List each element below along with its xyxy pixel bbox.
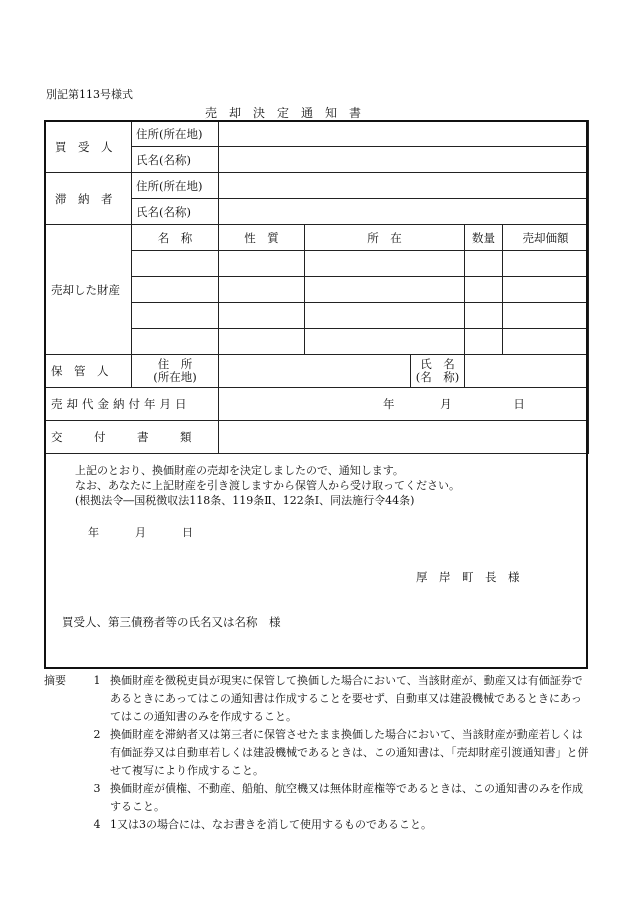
buyer-label: 買 受 人 <box>55 139 113 154</box>
property-label: 売却した財産 <box>45 225 132 355</box>
custodian-address-label: 住 所 <box>157 357 193 371</box>
notice-line-1: 上記のとおり、換価財産の売却を決定しましたので、通知します。 <box>75 464 404 477</box>
form-number: 別記第113号様式 <box>46 88 133 101</box>
notes-label: 摘要 <box>44 674 66 687</box>
note-number: 4 <box>93 818 101 831</box>
property-header-name: 名 称 <box>132 225 219 251</box>
note-text: 換価財産を滞納者又は第三者に保管させたまま換価した場合において、当該財産が動産若しくは有価証券又は自動車若しくは建設機械であるときは、この通知書は、「売却財産引渡通知書」と併せて複写により作成すること。 <box>110 728 589 777</box>
note-item <box>44 672 592 726</box>
notice-line-2: なお、あなたに上記財産を引き渡しますから保管人から受け取ってください。 <box>75 479 460 492</box>
note-text: 1又は3の場合には、なお書きを消して使用するものであること。 <box>110 818 432 831</box>
note-text: 換価財産が債権、不動産、船舶、航空機又は無体財産権等であるときは、この通知書のみを作成すること。 <box>110 782 583 813</box>
notes-section <box>44 672 592 834</box>
note-number: 2 <box>93 728 101 741</box>
notice-date-month: 月 <box>135 526 146 539</box>
payment-month-label: 月 <box>440 397 452 411</box>
custodian-name-sublabel: (名 称) <box>415 370 460 384</box>
note-number: 1 <box>93 674 101 687</box>
note-item <box>44 816 592 834</box>
document-title: 売 却 決 定 通 知 書 <box>205 106 362 120</box>
payment-year-label: 年 <box>383 397 395 411</box>
documents-label: 交 付 書 類 <box>45 421 219 454</box>
custodian-label: 保 管 人 <box>45 355 132 388</box>
note-item <box>44 726 592 780</box>
property-header-location: 所 在 <box>305 225 465 251</box>
note-number: 3 <box>93 782 101 795</box>
payment-day-label: 日 <box>513 397 525 411</box>
notice-text <box>75 463 460 508</box>
form-border <box>44 120 588 669</box>
notice-date-year: 年 <box>88 526 99 539</box>
delinquent-name-label: 氏名(名称) <box>132 199 219 225</box>
custodian-name-label: 氏 名 <box>420 357 455 371</box>
payment-date-label: 売却代金納付年月日 <box>45 388 219 421</box>
property-header-quantity: 数量 <box>465 225 503 251</box>
property-header-price: 売却価額 <box>503 225 589 251</box>
property-header-nature: 性 質 <box>219 225 305 251</box>
mayor-addressee: 厚 岸 町 長 様 <box>416 570 520 584</box>
buyer-address-label: 住所(所在地) <box>132 121 219 147</box>
buyer-name-label: 氏名(名称) <box>132 147 219 173</box>
note-text: 換価財産を徴税吏員が現実に保管して換価した場合において、当該財産が、動産又は有価証券であるときにあってはこの通知書は作成することを要せず、自動車又は建設機械であるときにあってはこの通知書のみを作成すること。 <box>110 674 583 723</box>
recipient-line: 買受人、第三債務者等の氏名又は名称 様 <box>62 615 281 629</box>
notice-date-day: 日 <box>182 526 193 539</box>
custodian-address-sublabel: (所在地) <box>153 370 197 384</box>
notice-line-3: (根拠法令―国税徴収法118条、119条Ⅱ、122条Ⅰ、同法施行令44条) <box>75 494 415 507</box>
delinquent-label: 滞 納 者 <box>55 191 113 206</box>
note-item <box>44 780 592 816</box>
delinquent-address-label: 住所(所在地) <box>132 173 219 199</box>
